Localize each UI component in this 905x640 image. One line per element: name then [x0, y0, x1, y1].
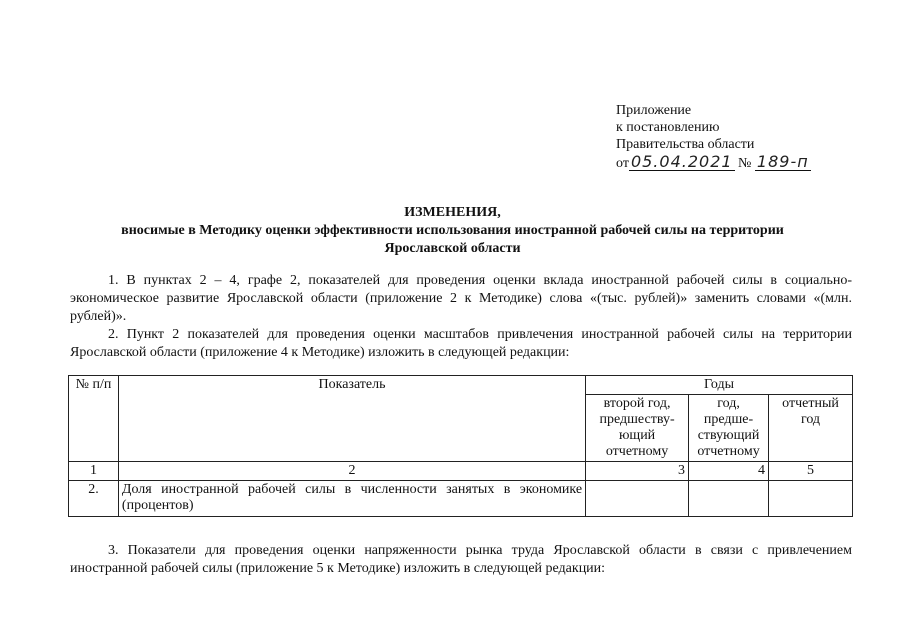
- appendix-government: Правительства области: [616, 137, 755, 152]
- handwritten-number: 189-п: [756, 152, 809, 171]
- row-indicator: Доля иностранной рабочей силы в численности занятых в экономике (процентов): [118, 481, 585, 517]
- numbering-cell: 2: [118, 462, 585, 481]
- date-prefix: от: [616, 156, 629, 171]
- appendix-resolution: к постановлению: [616, 120, 720, 135]
- paragraph-2: 2. Пункт 2 показателей для проведения оценки масштабов привлечения иностранной рабочей силы на территории Ярославской области (приложение 4 к Методике) изложить в следующей редакции:: [70, 327, 852, 360]
- header-year-prior: год, предше-ствующий отчетному: [689, 395, 769, 462]
- document-title: ИЗМЕНЕНИЯ,: [404, 205, 501, 220]
- number-prefix: №: [738, 156, 752, 171]
- appendix-label: Приложение: [616, 103, 692, 118]
- row-num: 2.: [69, 481, 119, 517]
- row-value-cell: [689, 481, 769, 517]
- handwritten-date: 05.04.2021: [630, 152, 733, 171]
- numbering-cell: 4: [689, 462, 769, 481]
- table-header-row: [69, 376, 853, 395]
- table-row: [69, 481, 853, 517]
- row-value-cell: [586, 481, 689, 517]
- paragraph-1: 1. В пунктах 2 – 4, графе 2, показателей для проведения оценки вклада иностранной рабочей силы в социально-экономическое развитие Ярославской области (приложение 2 к Методике) слова «(тыс. рублей)» заменить словами «(млн. рублей)».: [70, 273, 852, 324]
- appendix-date-line: [616, 153, 811, 172]
- numbering-cell: 1: [69, 462, 119, 481]
- header-num: № п/п: [69, 376, 119, 462]
- numbering-cell: 5: [769, 462, 853, 481]
- document-subtitle-line2: Ярославской области: [384, 241, 521, 256]
- indicators-table: [68, 375, 853, 517]
- header-year-reporting: отчетный год: [769, 395, 853, 462]
- paragraph-3: 3. Показатели для проведения оценки напряженности рынка труда Ярославской области в связи с привлечением иностранной рабочей силы (приложение 5 к Методике) изложить в следующей редакции:: [70, 543, 852, 576]
- header-years: Годы: [586, 376, 853, 395]
- document-subtitle-line1: вносимые в Методику оценки эффективности использования иностранной рабочей силы на территории: [121, 223, 784, 238]
- numbering-cell: 3: [586, 462, 689, 481]
- header-indicator: Показатель: [118, 376, 585, 462]
- appendix-block: [616, 102, 811, 172]
- header-year-second-prior: второй год, предшеству-ющий отчетному: [586, 395, 689, 462]
- row-value-cell: [769, 481, 853, 517]
- table-numbering-row: [69, 462, 853, 481]
